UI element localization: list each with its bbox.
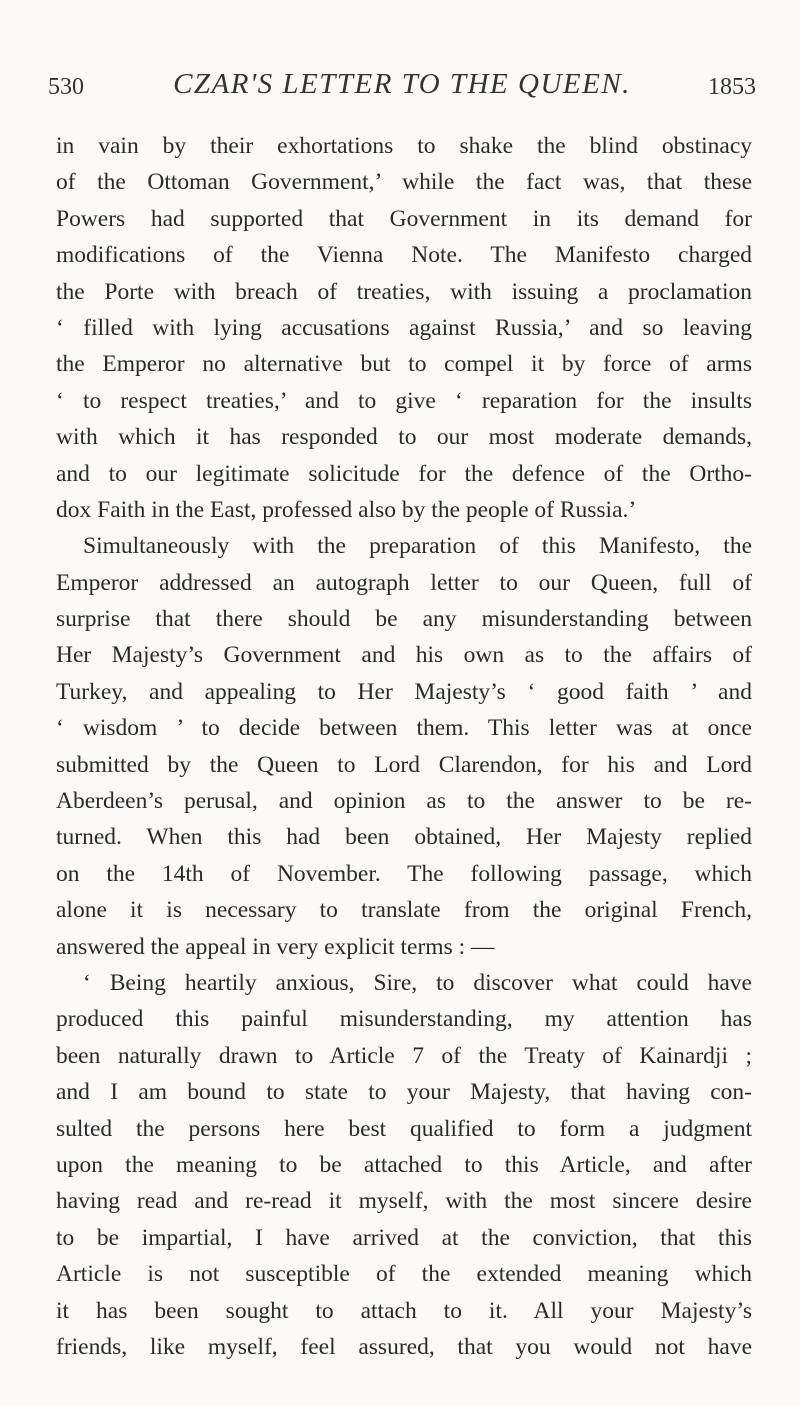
text-line: Turkey, and appealing to Her Majesty’s ‘ good faith ’ and (56, 678, 752, 705)
text-line: friends, like myself, feel assured, that you would not have (56, 1333, 752, 1360)
text-line: to be impartial, I have arrived at the conviction, that this (56, 1224, 752, 1251)
text-line: Emperor addressed an autograph letter to our Queen, full of (56, 569, 752, 596)
text-line: ‘ filled with lying accusations against Russia,’ and so leaving (56, 314, 752, 341)
text-line: Simultaneously with the preparation of this Manifesto, the (83, 533, 752, 560)
header-year: 1853 (708, 74, 756, 100)
text-line: modifications of the Vienna Note. The Manifesto charged (56, 242, 752, 269)
text-line: ‘ wisdom ’ to decide between them. This letter was at once (56, 715, 752, 742)
text-line: upon the meaning to be attached to this Article, and after (56, 1151, 752, 1178)
text-line: on the 14th of November. The following passage, which (56, 860, 752, 887)
text-line: Aberdeen’s perusal, and opinion as to the answer to be re- (56, 788, 752, 815)
body-text (56, 128, 752, 1365)
text-line: of the Ottoman Government,’ while the fact was, that these (56, 169, 752, 196)
text-line: Powers had supported that Government in its demand for (56, 205, 752, 232)
text-line: the Porte with breach of treaties, with issuing a proclamation (56, 278, 752, 305)
text-line: produced this painful misunderstanding, my attention has (56, 1006, 752, 1033)
text-line: submitted by the Queen to Lord Clarendon, for his and Lord (56, 751, 752, 778)
text-line: been naturally drawn to Article 7 of the Treaty of Kainardji ; (56, 1042, 752, 1069)
text-line: ‘ Being heartily anxious, Sire, to discover what could have (83, 969, 752, 996)
text-line: Article is not susceptible of the extended meaning which (56, 1261, 752, 1288)
text-line: surprise that there should be any misunderstanding between (56, 606, 752, 633)
text-line: with which it has responded to our most moderate demands, (56, 424, 752, 451)
page-header (48, 68, 756, 108)
text-line: having read and re-read it myself, with the most sincere desire (56, 1188, 752, 1215)
text-line: answered the appeal in very explicit terms : — (56, 933, 495, 960)
page-number: 530 (48, 74, 84, 100)
text-line: it has been sought to attach to it. All your Majesty’s (56, 1297, 752, 1324)
text-line: dox Faith in the East, professed also by the people of Russia.’ (56, 496, 637, 523)
text-line: ‘ to respect treaties,’ and to give ‘ reparation for the insults (56, 387, 752, 414)
text-line: alone it is necessary to translate from the original French, (56, 897, 752, 924)
running-head: CZAR'S LETTER TO THE QUEEN. (173, 68, 631, 100)
text-line: turned. When this had been obtained, Her Majesty replied (56, 824, 752, 851)
text-line: the Emperor no alternative but to compel it by force of arms (56, 351, 752, 378)
text-line: and I am bound to state to your Majesty, that having con- (56, 1079, 752, 1106)
text-line: sulted the persons here best qualified to form a judgment (56, 1115, 752, 1142)
text-line: Her Majesty’s Government and his own as to the affairs of (56, 642, 752, 669)
text-line: in vain by their exhortations to shake the blind obstinacy (56, 133, 752, 159)
text-line: and to our legitimate solicitude for the defence of the Ortho- (56, 460, 752, 487)
